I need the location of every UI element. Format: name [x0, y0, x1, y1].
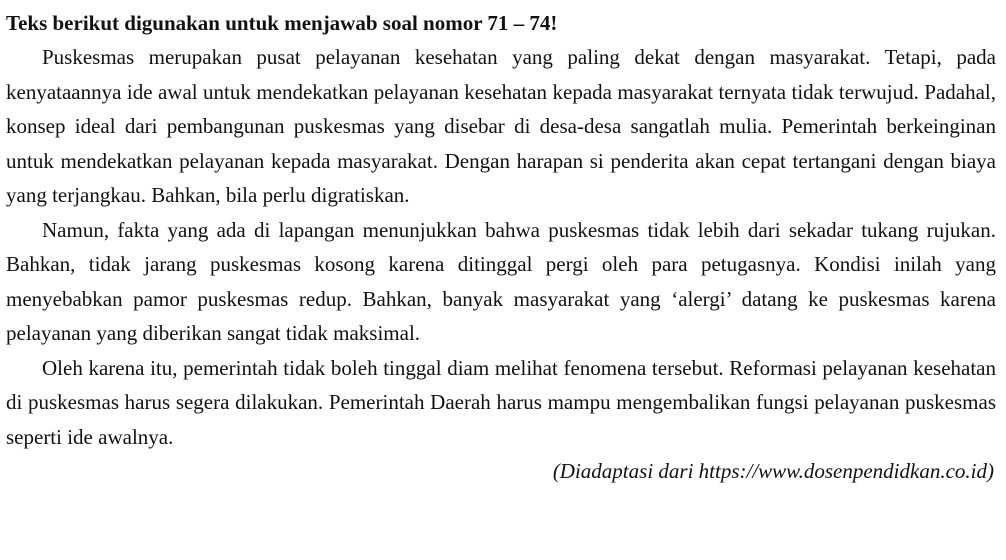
instruction-heading: Teks berikut digunakan untuk menjawab soal nomor 71 – 74!: [6, 11, 558, 35]
document-body: [6, 6, 996, 489]
source-citation: (Diadaptasi dari https://www.dosenpendidkan.co.id): [552, 459, 994, 483]
paragraph-1: Puskesmas merupakan pusat pelayanan kesehatan yang paling dekat dengan masyarakat. Tetapi, pada kenyataannya ide awal untuk mendekatkan pelayanan kesehatan kepada masyarakat ternyata tidak terwujud. Padahal, konsep ideal dari pembangunan puskesmas yang disebar di desa-desa sangatlah mulia. Pemerintah berkeinginan untuk mendekatkan pelayanan kepada masyarakat. Dengan harapan si penderita akan cepat tertangani dengan biaya yang terjangkau. Bahkan, bila perlu digratiskan.: [6, 45, 996, 207]
paragraph-3: Oleh karena itu, pemerintah tidak boleh tinggal diam melihat fenomena tersebut. Reformasi pelayanan kesehatan di puskesmas harus segera dilakukan. Pemerintah Daerah harus mampu mengembalikan fungsi pelayanan puskesmas seperti ide awalnya.: [6, 355, 996, 449]
paragraph-2: Namun, fakta yang ada di lapangan menunjukkan bahwa puskesmas tidak lebih dari sekadar tukang rujukan. Bahkan, tidak jarang puskesmas kosong karena ditinggal pergi oleh para petugasnya. Kondisi inilah yang menyebabkan pamor puskesmas redup. Bahkan, banyak masyarakat yang ‘alergi’ datang ke puskesmas karena pelayanan yang diberikan sangat tidak maksimal.: [6, 217, 996, 345]
